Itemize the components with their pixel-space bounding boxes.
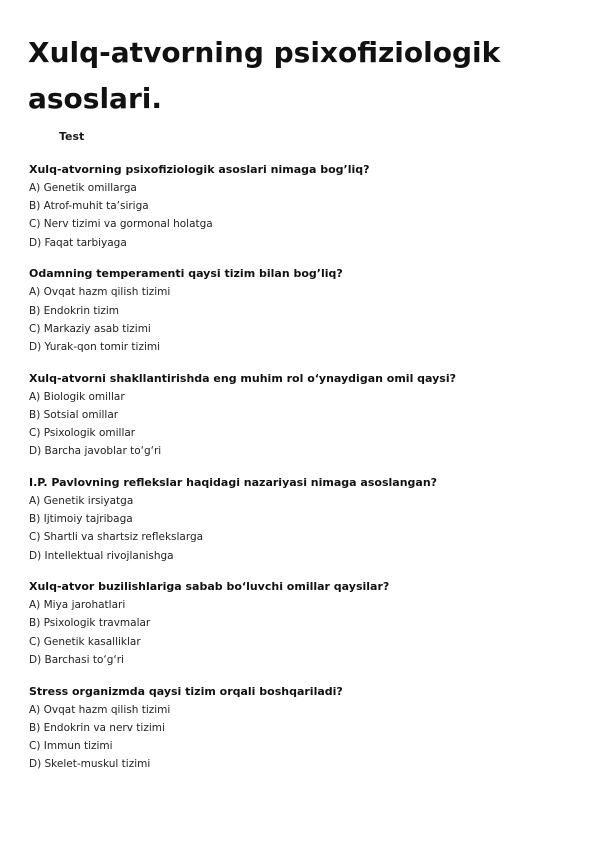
- question-text: Xulq-atvorni shakllantirishda eng muhim rol o‘ynaydigan omil qaysi?: [29, 371, 457, 385]
- question-list: [29, 161, 569, 787]
- answer-option: D) Intellektual rivojlanishga: [29, 549, 174, 562]
- question-block: [29, 370, 569, 461]
- answer-option: B) Endokrin tizim: [29, 304, 120, 317]
- answer-option: A) Biologik omillar: [29, 390, 125, 403]
- answer-option: A) Miya jarohatlari: [29, 599, 126, 612]
- question-block: [29, 578, 569, 669]
- answer-option: A) Genetik omillarga: [29, 182, 137, 194]
- answer-option: B) Psixologik travmalar: [29, 617, 151, 630]
- question-block: [29, 161, 569, 252]
- answer-option: C) Markaziy asab tizimi: [29, 322, 151, 335]
- question-text: Stress organizmda qaysi tizim orqali boshqariladi?: [29, 684, 343, 698]
- page-subtitle: Test: [59, 130, 85, 143]
- answer-option: C) Psixologik omillar: [29, 427, 136, 440]
- answer-option: C) Nerv tizimi va gormonal holatga: [29, 218, 213, 231]
- page-title: Xulq-atvorning psixofiziologik asoslari.: [28, 36, 501, 115]
- question-text: Odamning temperamenti qaysi tizim bilan bog’liq?: [29, 267, 343, 281]
- answer-option: B) Atrof-muhit ta’siriga: [29, 200, 149, 213]
- answer-option: A) Ovqat hazm qilish tizimi: [29, 703, 171, 716]
- answer-option: C) Shartli va shartsiz reflekslarga: [29, 531, 204, 544]
- question-text: I.P. Pavlovning reflekslar haqidagi nazariyasi nimaga asoslangan?: [29, 475, 438, 489]
- question-text: Xulq-atvorning psixofiziologik asoslari nimaga bog’liq?: [29, 163, 370, 176]
- question-block: [29, 265, 569, 356]
- answer-option: B) Ijtimoiy tajribaga: [29, 513, 133, 526]
- answer-option: C) Genetik kasalliklar: [29, 635, 141, 648]
- answer-option: C) Immun tizimi: [29, 739, 113, 752]
- question-text: Xulq-atvor buzilishlariga sabab bo‘luvchi omillar qaysilar?: [29, 580, 390, 594]
- answer-option: A) Genetik irsiyatga: [29, 494, 134, 507]
- answer-option: A) Ovqat hazm qilish tizimi: [29, 286, 171, 299]
- answer-option: D) Skelet-muskul tizimi: [29, 758, 151, 771]
- answer-option: D) Barcha javoblar to‘g‘ri: [29, 445, 162, 458]
- answer-option: B) Endokrin va nerv tizimi: [29, 721, 165, 734]
- question-block: [29, 683, 569, 774]
- answer-option: D) Yurak-qon tomir tizimi: [29, 340, 161, 353]
- answer-option: D) Barchasi to‘g‘ri: [29, 653, 124, 666]
- answer-option: B) Sotsial omillar: [29, 408, 119, 421]
- question-block: [29, 474, 569, 565]
- answer-option: D) Faqat tarbiyaga: [29, 236, 127, 249]
